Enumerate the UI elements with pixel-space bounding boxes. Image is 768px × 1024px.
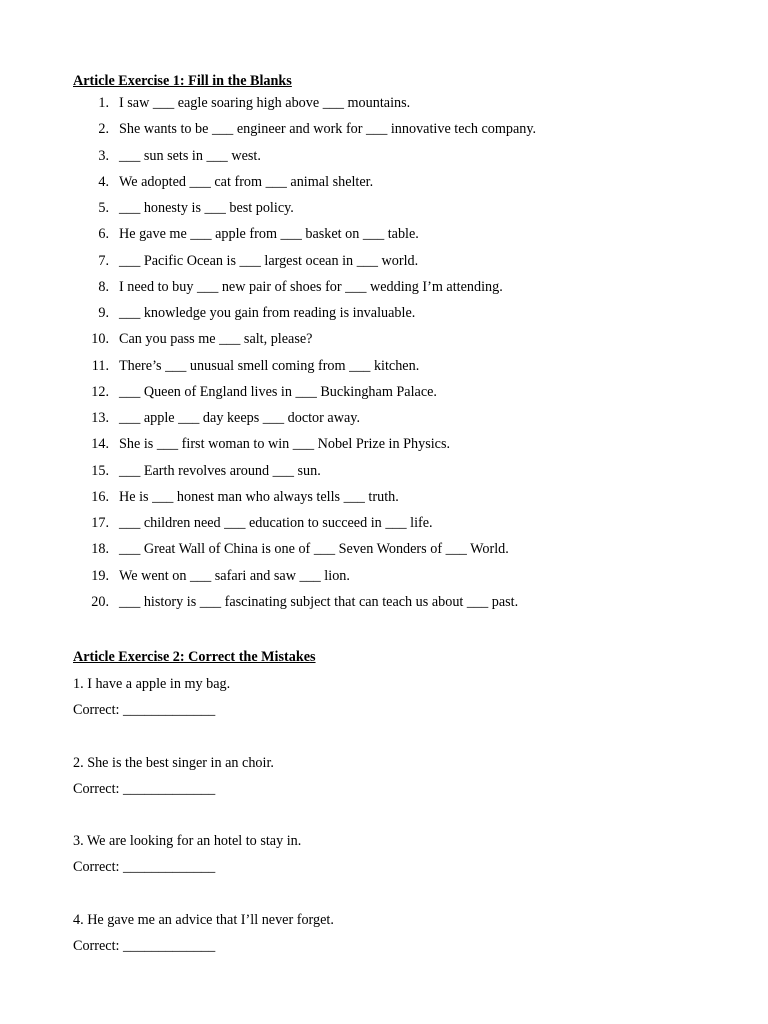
list-item [73,302,733,328]
list-item-number: 10. [91,331,109,348]
worksheet-page [73,70,733,954]
list-item [73,145,733,171]
list-item-number: 4. [98,173,109,190]
list-item-text: He is ___ honest man who always tells ___ truth. [119,488,399,505]
list-item-number: 12. [91,383,109,400]
list-item-text: She is ___ first woman to win ___ Nobel Prize in Physics. [119,436,451,453]
list-item [73,171,733,197]
list-item-number: 14. [91,436,109,453]
list-item-text: We adopted ___ cat from ___ animal shelter. [119,173,374,190]
list-item [73,565,733,591]
list-item [73,92,733,118]
list-item-number: 16. [91,488,109,505]
list-item-text: ___ Earth revolves around ___ sun. [119,462,321,479]
correct-answer-line: Correct: _____________ [73,937,216,954]
list-item-number: 13. [91,410,109,426]
list-item-number: 8. [98,278,109,295]
list-item-number: 5. [98,200,109,216]
list-item [73,197,733,223]
list-item-number: 9. [98,305,109,321]
list-item [73,538,733,564]
list-item-text: ___ knowledge you gain from reading is invaluable. [119,305,416,321]
list-item [73,250,733,276]
mistake-sentence: 4. He gave me an advice that I’ll never forget. [73,911,334,928]
list-item-number: 17. [91,515,109,531]
list-item-text: ___ Queen of England lives in ___ Buckingham Palace. [119,383,437,400]
list-item [73,407,733,433]
list-item [73,276,733,302]
exercise-2-heading: Article Exercise 2: Correct the Mistakes [73,649,316,665]
list-item [73,512,733,538]
correct-answer-line: Correct: _____________ [73,702,216,718]
list-item-number: 6. [98,226,109,243]
list-item-text: ___ sun sets in ___ west. [119,147,261,164]
list-item [73,460,733,486]
list-item-number: 1. [98,95,109,111]
list-item [73,591,733,617]
list-item-number: 15. [91,462,109,479]
list-item-text: ___ apple ___ day keeps ___ doctor away. [119,410,360,426]
list-item-text: ___ Great Wall of China is one of ___ Seven Wonders of ___ World. [119,541,509,558]
correct-answer-line: Correct: _____________ [73,780,216,797]
list-item-text: I need to buy ___ new pair of shoes for ___ wedding I’m attending. [119,278,503,295]
list-item [73,355,733,381]
list-item-number: 11. [91,357,109,374]
list-item-text: We went on ___ safari and saw ___ lion. [119,567,350,584]
list-item-text: There’s ___ unusual smell coming from ___ kitchen. [119,357,420,374]
list-item-text: I saw ___ eagle soaring high above ___ mountains. [119,95,411,111]
list-item-text: ___ children need ___ education to succeed in ___ life. [119,515,433,531]
list-item-number: 2. [98,121,109,138]
mistake-sentence: 1. I have a apple in my bag. [73,676,231,692]
list-item-text: ___ honesty is ___ best policy. [119,200,294,216]
list-item-text: ___ history is ___ fascinating subject that can teach us about ___ past. [119,593,519,610]
list-item-number: 3. [98,147,109,164]
list-item-number: 18. [91,541,109,558]
list-item [73,433,733,459]
list-item-text: Can you pass me ___ salt, please? [119,331,313,348]
list-item-number: 19. [91,567,109,584]
list-item [73,118,733,144]
list-item [73,486,733,512]
exercise-1-heading: Article Exercise 1: Fill in the Blanks [73,73,292,89]
list-item [73,223,733,249]
list-item [73,328,733,354]
list-item-text: He gave me ___ apple from ___ basket on ___ table. [119,226,419,243]
correct-answer-line: Correct: _____________ [73,859,216,875]
mistake-sentence: 2. She is the best singer in an choir. [73,754,274,771]
list-item-number: 20. [91,593,109,610]
list-item-text: ___ Pacific Ocean is ___ largest ocean in ___ world. [119,252,419,269]
list-item-text: She wants to be ___ engineer and work for ___ innovative tech company. [119,121,537,138]
mistake-sentence: 3. We are looking for an hotel to stay in. [73,833,302,849]
exercise-1-list [73,92,733,617]
list-item-number: 7. [98,252,109,269]
list-item [73,381,733,407]
